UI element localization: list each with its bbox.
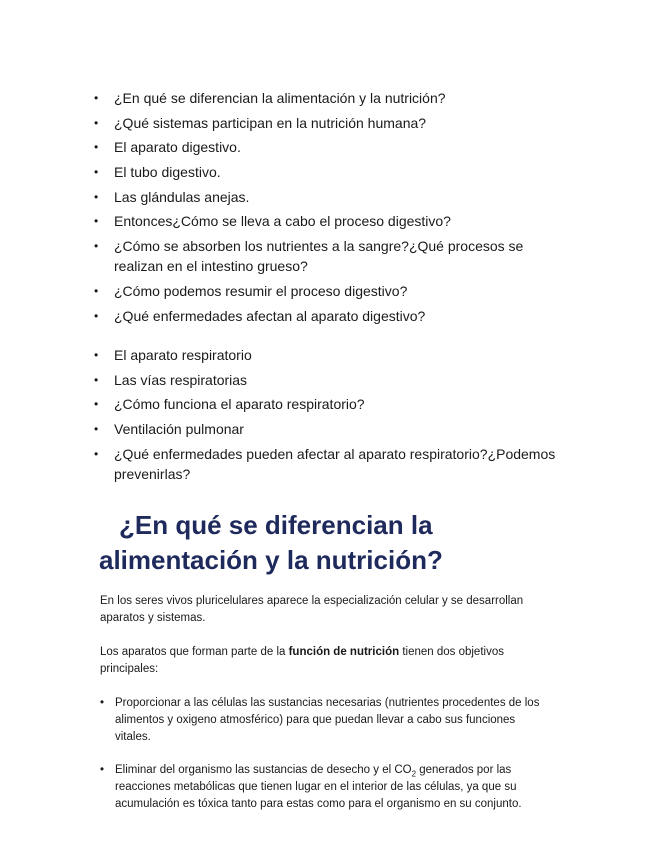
list-item: • Entonces¿Cómo se lleva a cabo el proceso digestivo? (92, 211, 562, 231)
list-item: • El aparato respiratorio (92, 345, 562, 365)
co2-subscript: 2 (411, 769, 417, 779)
list-item: • ¿Cómo podemos resumir el proceso digestivo? (92, 281, 562, 301)
objective-list-2 (100, 762, 550, 813)
list-item: • ¿Cómo se absorben los nutrientes a la sangre?¿Qué procesos se realizan en el intestino grueso? (92, 236, 562, 276)
list-item: • El aparato digestivo. (92, 137, 562, 157)
list-item: • Ventilación pulmonar (92, 419, 562, 439)
objectives-text-start: Los aparatos que forman parte de la (100, 646, 289, 658)
topic-list-nutrition (92, 88, 562, 330)
objective-item-elimination (100, 762, 550, 813)
list-item: • Las vías respiratorias (92, 370, 562, 390)
list-item: • ¿Qué enfermedades pueden afectar al aparato respiratorio?¿Podemos prevenirlas? (92, 444, 562, 484)
objective-text-start: Eliminar del organismo las sustancias de desecho y el CO (115, 764, 412, 776)
objective-item-supply: • Proporcionar a las células las sustancias necesarias (nutrientes procedentes de los alimentos y oxigeno atmosférico) para que puedan llevar a cabo sus funciones vitales. (100, 695, 550, 746)
list-item: • ¿Qué enfermedades afectan al aparato digestivo? (92, 306, 562, 326)
objectives-text-end: tienen dos objetivos principales: (100, 646, 504, 675)
topic-list-respiration (92, 345, 562, 488)
objective-list-1 (100, 695, 550, 746)
list-item: • ¿Cómo funciona el aparato respiratorio? (92, 394, 562, 414)
list-item: • ¿En qué se diferencian la alimentación y la nutrición? (92, 88, 562, 108)
list-item: • El tubo digestivo. (92, 162, 562, 182)
list-item: • ¿Qué sistemas participan en la nutrición humana? (92, 113, 562, 133)
nutrition-function-term: función de nutrición (288, 646, 400, 658)
section-heading-line-2: alimentación y la nutrición? (99, 545, 443, 575)
section-heading-line-1: ¿En qué se diferencian la (119, 510, 433, 540)
section-heading (99, 508, 519, 578)
intro-paragraph: En los seres vivos pluricelulares aparece la especialización celular y se desarrollan aparatos y sistemas. (100, 595, 524, 624)
objectives-paragraph (100, 644, 550, 678)
objective-text-end: generados por las reacciones metabólicas que tienen lugar en el interior de las células, ya que su acumulación es tóxica tanto para estas como para el organismo en su conjunto. (115, 764, 522, 810)
list-item: • Las glándulas anejas. (92, 187, 562, 207)
